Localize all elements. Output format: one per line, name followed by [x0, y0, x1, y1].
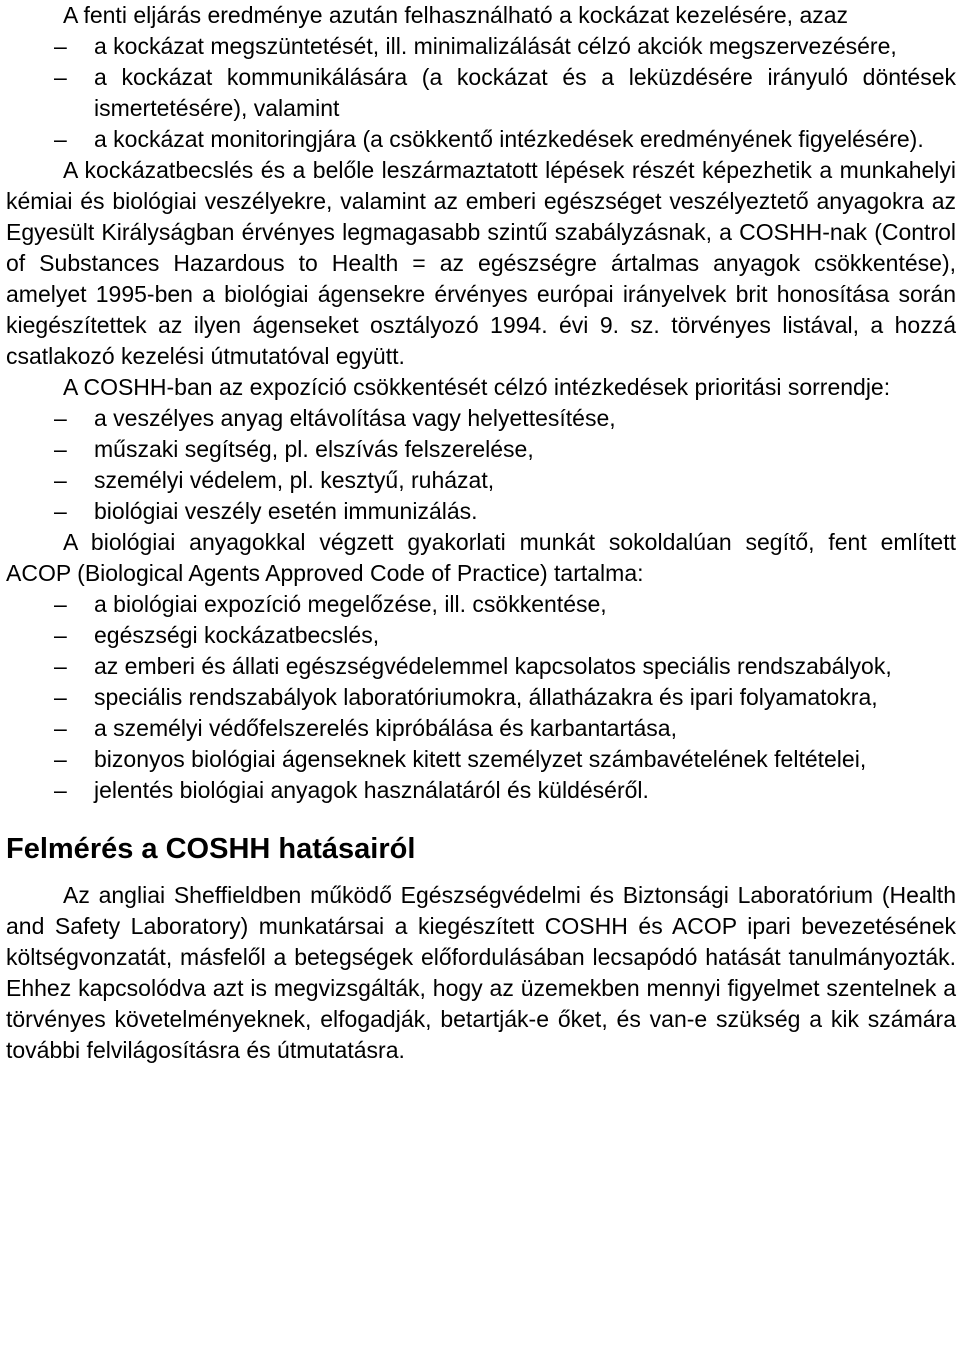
- coshh-paragraph: A kockázatbecslés és a belőle leszármaztatott lépések részét képezhetik a munkahelyi kémiai és biológiai veszélyekre, valamint az emberi egészséget veszélyeztető anyagokra az Egyesült Királyságban érvényes legmagasabb szintű szabályzásnak, a COSHH-nak (Control of Substances Hazardous to Health = az egészségre ártalmas anyagok csökkentése), amelyet 1995-ben a biológiai ágensekre érvényes európai irányelvek brit honosítása során kiegészítettek az ilyen ágenseket osztályozó 1994. évi 9. sz. törvényes listával, a hozzá csatlakozó kezelési útmutatóval együtt.: [6, 157, 956, 369]
- list-item: – az emberi és állati egészségvédelemmel kapcsolatos speciális rendszabályok,: [6, 651, 956, 682]
- list-item: – egészségi kockázatbecslés,: [6, 620, 956, 651]
- acop-intro: A biológiai anyagokkal végzett gyakorlati munkát sokoldalúan segítő, fent említett ACOP (Biological Agents Approved Code of Practice) tartalma:: [6, 529, 956, 586]
- dash-bullet: –: [54, 715, 67, 741]
- risk-management-intro: A fenti eljárás eredménye azután felhasználható a kockázat kezelésére, azaz: [63, 2, 849, 28]
- dash-bullet: –: [54, 436, 67, 462]
- section-heading: Felmérés a COSHH hatásairól: [6, 833, 416, 865]
- coshh-priority-list: [6, 403, 956, 527]
- list-item: – személyi védelem, pl. kesztyű, ruházat,: [6, 465, 956, 496]
- dash-bullet: –: [54, 33, 67, 59]
- list-item: – a kockázat megszüntetését, ill. minimalizálását célzó akciók megszervezésére,: [6, 31, 956, 62]
- list-item: – speciális rendszabályok laboratóriumokra, állatházakra és ipari folyamatokra,: [6, 682, 956, 713]
- list-item: – bizonyos biológiai ágenseknek kitett személyzet számbavételének feltételei,: [6, 744, 956, 775]
- dash-bullet: –: [54, 498, 67, 524]
- dash-bullet: –: [54, 684, 67, 710]
- dash-bullet: –: [54, 467, 67, 493]
- dash-bullet: –: [54, 126, 67, 152]
- coshh-priority-intro: A COSHH-ban az expozíció csökkentését célzó intézkedések prioritási sorrendje:: [63, 374, 891, 400]
- document-page: [6, 0, 956, 1066]
- dash-bullet: –: [54, 746, 67, 772]
- list-item: – a kockázat kommunikálására (a kockázat és a leküzdésére irányuló döntések ismertetésére), valamint: [54, 64, 956, 121]
- acop-contents-list: [6, 589, 956, 806]
- dash-bullet: –: [54, 405, 67, 431]
- list-item: – biológiai veszély esetén immunizálás.: [6, 496, 956, 527]
- list-item: – a kockázat monitoringjára (a csökkentő intézkedések eredményének figyelésére).: [6, 124, 956, 155]
- dash-bullet: –: [54, 591, 67, 617]
- list-item: – műszaki segítség, pl. elszívás felszerelése,: [6, 434, 956, 465]
- dash-bullet: –: [54, 622, 67, 648]
- list-item: – a veszélyes anyag eltávolítása vagy helyettesítése,: [6, 403, 956, 434]
- list-item: – a személyi védőfelszerelés kipróbálása és karbantartása,: [6, 713, 956, 744]
- dash-bullet: –: [54, 777, 67, 803]
- list-item: – a biológiai expozíció megelőzése, ill. csökkentése,: [6, 589, 956, 620]
- risk-management-list: [6, 31, 956, 155]
- survey-paragraph: Az angliai Sheffieldben működő Egészségvédelmi és Biztonsági Laboratórium (Health and Safety Laboratory) munkatársai a kiegészített COSHH és ACOP ipari bevezetésének költségvonzatát, másfelől a betegségek előfordulásában lecsapódó hatását tanulmányozták. Ehhez kapcsolódva azt is megvizsgálták, hogy az üzemekben mennyi figyelmet szentelnek a törvényes követelményeknek, elfogadják, betartják-e őket, és van-e szükség a kik számára további felvilágosításra és útmutatásra.: [6, 882, 956, 1063]
- dash-bullet: –: [54, 653, 67, 679]
- list-item: – jelentés biológiai anyagok használatáról és küldéséről.: [6, 775, 956, 806]
- dash-bullet: –: [54, 64, 67, 90]
